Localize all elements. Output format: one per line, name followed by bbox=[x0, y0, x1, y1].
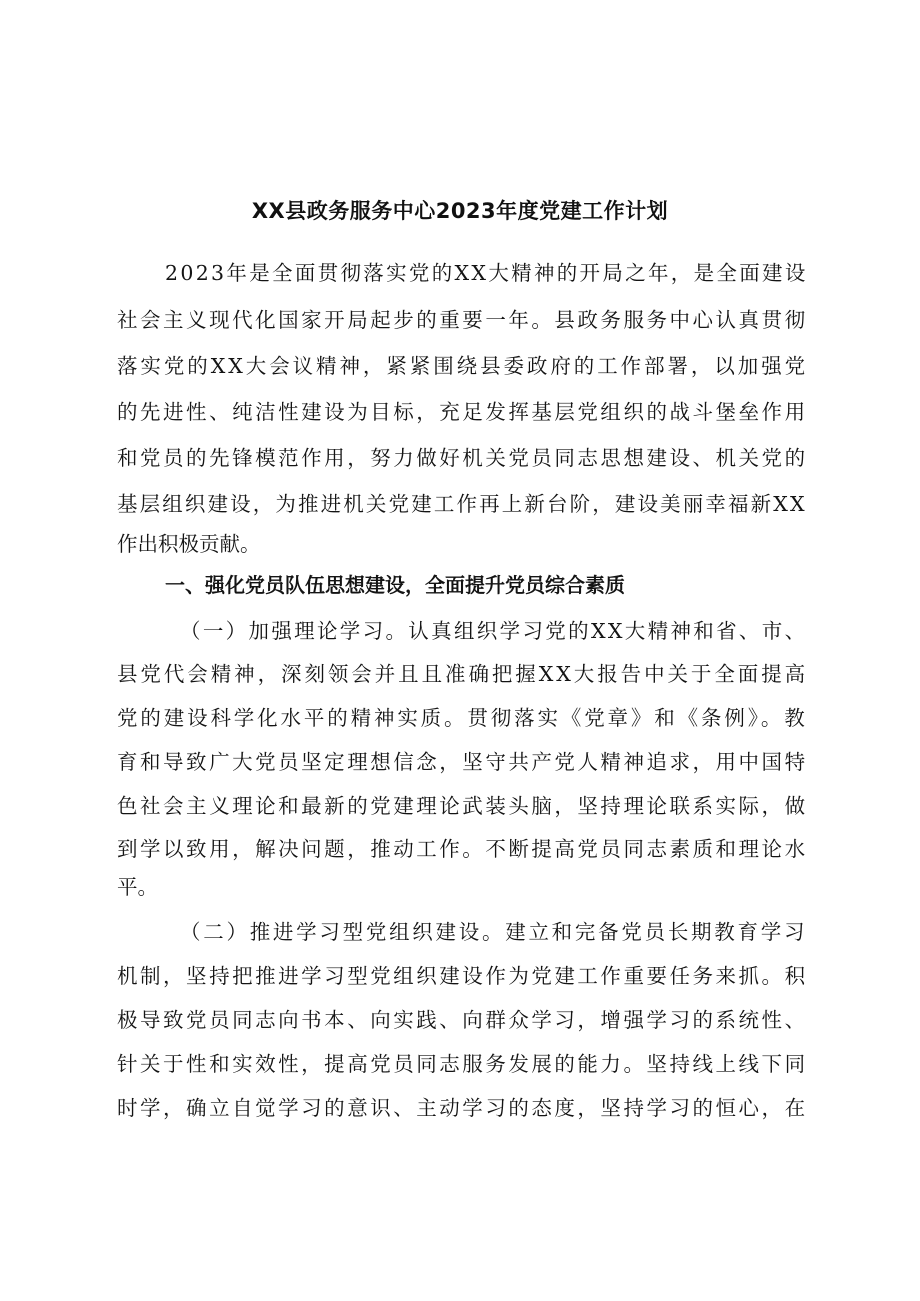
item-1-line-2: 县党代会精神，深刻领会并且且准确把握XX大报告中关于全面提高 bbox=[117, 662, 809, 686]
intro-line-2: 社会主义现代化国家开局起步的重要一年。县政务服务中心认真贯彻 bbox=[117, 308, 808, 332]
item-2-line-2: 机制，坚持把推进学习型党组织建设作为党建工作重要任务来抓。积 bbox=[117, 964, 808, 988]
intro-line-4: 的先进性、纯洁性建设为目标，充足发挥基层党组织的战斗堡垒作用 bbox=[117, 400, 808, 424]
intro-line-3: 落实党的XX大会议精神，紧紧围绕县委政府的工作部署，以加强党 bbox=[117, 354, 809, 378]
item-2-line-5: 时学，确立自觉学习的意识、主动学习的态度，坚持学习的恒心，在 bbox=[117, 1096, 808, 1120]
item-1-line-5: 色社会主义理论和最新的党建理论武装头脑，坚持理论联系实际，做 bbox=[117, 794, 808, 818]
section-1-heading: 一、强化党员队伍思想建设，全面提升党员综合素质 bbox=[165, 573, 625, 597]
intro-line-7: 作出积极贡献。 bbox=[117, 532, 261, 556]
item-2-line-4: 针关于性和实效性，提高党员同志服务发展的能力。坚持线上线下同 bbox=[117, 1052, 808, 1076]
item-1-line-4: 育和导致广大党员坚定理想信念，坚守共产党人精神追求，用中国特 bbox=[117, 750, 808, 774]
intro-line-1: 2023年是全面贯彻落实党的XX大精神的开局之年，是全面建设 bbox=[165, 261, 808, 285]
item-2-line-1: （二）推进学习型党组织建设。建立和完备党员长期教育学习 bbox=[180, 920, 808, 944]
item-1-line-7: 平。 bbox=[117, 875, 158, 899]
item-1-line-1: （一）加强理论学习。认真组织学习党的XX大精神和省、市、 bbox=[180, 619, 808, 643]
item-1-line-6: 到学以致用，解决问题，推动工作。不断提高党员同志素质和理论水 bbox=[117, 837, 808, 861]
document-title: XX县政务服务中心2023年度党建工作计划 bbox=[251, 199, 669, 223]
item-2-line-3: 极导致党员同志向书本、向实践、向群众学习，增强学习的系统性、 bbox=[117, 1008, 808, 1032]
intro-line-5: 和党员的先锋模范作用，努力做好机关党员同志思想建设、机关党的 bbox=[117, 446, 808, 470]
intro-line-6: 基层组织建设，为推进机关党建工作再上新台阶，建设美丽幸福新XX bbox=[117, 492, 807, 516]
item-1-line-3: 党的建设科学化水平的精神实质。贯彻落实《党章》和《条例》。教 bbox=[117, 706, 808, 730]
